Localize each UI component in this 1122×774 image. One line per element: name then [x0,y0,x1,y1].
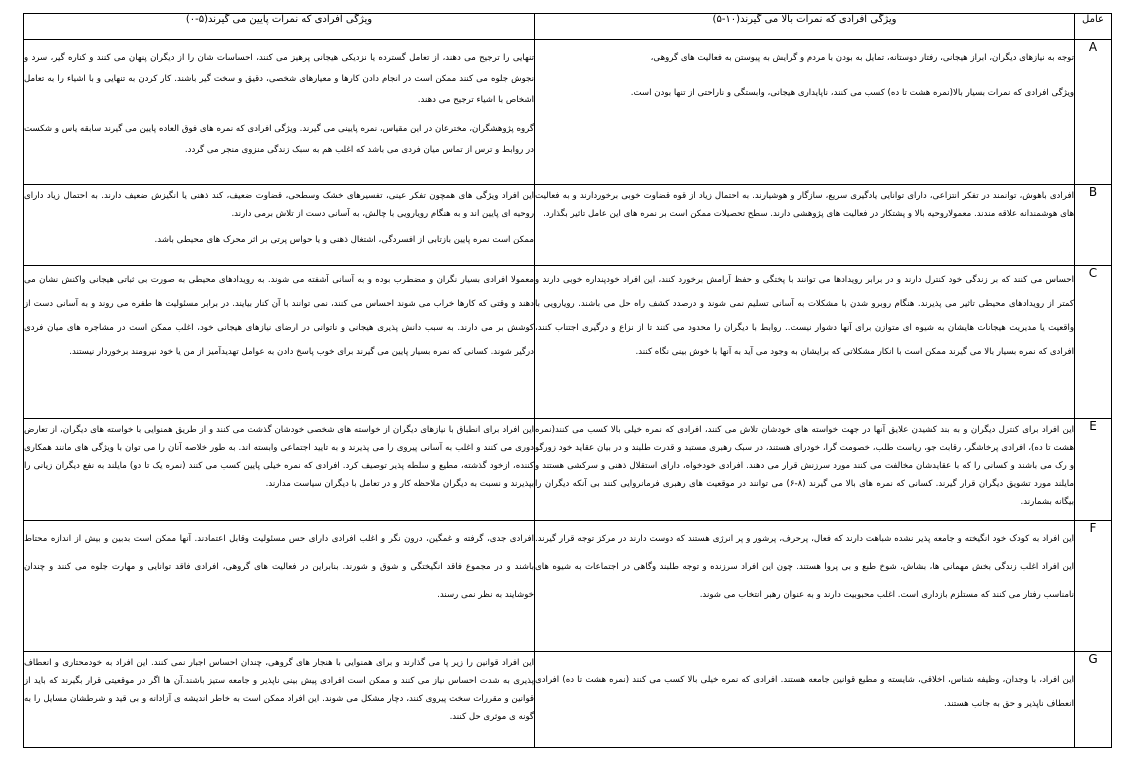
paragraph: این افراد به کودک خود انگیخته و جامعه پذیر نشده شباهت دارند که فعال، پرحرف، پرشور و پر انرژی هستند که دوست دارند در مرکز توجه قرار گیرند. این افراد اغلب زندگی بخش مهمانی ها، بشاش، شوخ طبع و بی پروا هستند. چون این افراد سرزنده و توجه طلبند وگاهی در اجتماعات به شیوه های نامناسب رفتار می کنند که مستلزم بازداری است. اغلب محبوبیت دارند و به عنوان رهبر انتخاب می شوند. [535,534,1074,600]
paragraph: افرادی باهوش، توانمند در تفکر انتزاعی، دارای توانایی یادگیری سریع، سازگار و هوشیارند. به احتمال زیاد از قوه قضاوت خوبی برخوردارند و به فعالیت های هوشمندانه علاقه مندند. معمولاروحیه بالا و پشتکار در فعالیت های پژوهشی دارند. سطح تحصیلات ممکن است بر نمره های این عامل تاثیر بگذارد. [535,191,1074,219]
high-score-description [535,185,1075,266]
low-score-description [24,185,535,266]
header-low-scores: ویژگی افرادی که نمرات پایین می گیرند(۵-۰) [24,14,535,40]
table-row [24,266,1112,419]
paragraph: توجه به نیازهای دیگران، ابراز هیجانی، رفتار دوستانه، تمایل به بودن با مردم و گرایش به پیوستن به فعالیت های گروهی، [650,53,1074,63]
table-row [24,652,1112,748]
high-score-description [535,521,1075,652]
factor-label: E [1075,419,1112,521]
header-high-scores: ویژگی افرادی که نمرات بالا می گیرند(۱۰-۵) [535,14,1075,40]
paragraph: تنهایی را ترجیح می دهند، از تعامل گسترده یا نزدیکی هیجانی پرهیز می کنند، احساسات شان را از دیگران پنهان می کنند و کناره گیر، سرد و نجوش جلوه می کنند ممکن است در انجام دادن کارها و معیارهای شخصی، دقیق و سخت گیر باشند. کار کردن به تنهایی و با اشیاء را به تعامل اشخاص با اشیاء ترجیح می دهند. [24,53,534,105]
paragraph: معمولا افرادی بسیار نگران و مضطرب بوده و به آسانی آشفته می شوند. به رویدادهای محیطی به صورت بی ثباتی هیجانی واکنش نشان می دهند و وقتی که کارها خراب می شوند احساس می کنند، نمی توانند با آن کنار بیایند. در برابر مسئولیت ها طفره می روند و به آسانی دست از کوشش بر می دارند. به سبب دانش پذیری هیجانی و ناتوانی در ارضای نیازهای هیجانی خود، اغلب ممکن است در مشاجره های میان فردی درگیر شوند. کسانی که نمره بسیار پایین می گیرند برای خوب پاسخ دادن به عوامل تهدیدآمیز از من یا خود نیرومند برخوردار نیستند. [24,275,534,357]
low-score-description [24,40,535,185]
table-row [24,40,1112,185]
paragraph: ویژگی افرادی که نمرات بسیار بالا(نمره هشت تا ده) کسب می کنند، ناپایداری هیجانی، وابستگی و ناراحتی از تنها بودن است. [630,88,1074,98]
factor-label: G [1075,652,1112,748]
header-factor: عامل [1075,14,1112,40]
low-score-description [24,419,535,521]
paragraph: این افراد برای انطباق با نیازهای دیگران از خواسته های شخصی خودشان گذشت می کنند و از طریق همنوایی با خواسته های دیگران، از تعارض دوری می کنند و اغلب به آسانی پیروی را می پذیرند و به تایید اجتماعی وابسته اند. به طور خلاصه آنان را می توان با ویژگی های مانند همکاری کننده، ازخود گذشته، مطیع و سلطه پذیر توصیف کرد. افرادی که نمره خیلی پایین کسب می کنند (نمره یک تا دو) مایلند به نفع دیگران زیانی را بپذیرند و نسبت به دیگران ملاحظه کار و در تعامل با دیگران سیاست مدارند. [24,425,534,489]
low-score-description [24,266,535,419]
paragraph: افرادی جدی، گرفته و غمگین، درون نگر و اغلب افرادی دارای حس مسئولیت وقابل اعتمادند. آنها ممکن است بدبین و بیش از اندازه محتاط باشند و در مجموع فاقد انگیختگی و شوق و شورند. بنابراین در فعالیت های گروهی، افرادی فاقد توانایی و مهارت جلوه می کنند و چندان خوشایند به نظر نمی رسند. [24,534,534,600]
high-score-description [535,652,1075,748]
paragraph: ممکن است نمره پایین بازتابی از افسردگی، اشتغال ذهنی و یا حواس پرتی بر اثر محرک های محیطی باشد. [154,235,534,245]
paragraph: این افراد، با وجدان، وظیفه شناس، اخلاقی، شایسته و مطیع قوانین جامعه هستند. افرادی که نمره خیلی بالا کسب می کنند (نمره هشت تا ده) افرادی انعطاف ناپذیر و حق به جانب هستند. [535,675,1074,709]
table-row [24,419,1112,521]
table-row [24,521,1112,652]
paragraph: این افراد قوانین را زیر پا می گذارند و برای همنوایی با هنجار های گروهی، چندان احساس اجبار نمی کنند. این افراد به خودمحتاری و انعطاف پذیری به شدت احساس نیاز می کنند و ممکن است افرادی پیش بینی ناپذیر و جامعه ستیز باشند.آن ها اگر در موقعیتی قرار بگیرند که باید از قوانین و مقررات سخت پیروی کنند، دچار مشکل می شوند. این افراد ممکن است به خاطر اندیشه ی آزادانه و بی قید و شرطشان مسایل را به گونه ی موثری حل کنند. [24,658,534,722]
factor-label: A [1075,40,1112,185]
personality-factor-table [23,13,1112,748]
factor-label: B [1075,185,1112,266]
paragraph: این افراد برای کنترل دیگران و به بند کشیدن علایق آنها در جهت خواسته های خودشان تلاش می کنند، افرادی که نمره خیلی بالا کسب می کنند(نمره هشت تا ده)، افرادی پرخاشگر، رقابت جو، ریاست طلب، خصومت گرا، خودرای هستند، در سبک رهبری مستبد و قدرت طلبند و در بیان عقاید خود زورگو و رک می باشند و کسانی را که با عقایدشان مخالفت می کنند مورد سرزنش قرار می دهند. افرادی خودخواه، دارای استقلال ذهنی و سرکشی هستند و مایلند مورد تشویق دیگران قرار گیرند. کسانی که نمره های بالا می گیرند (۸-۶) می توانند در موقعیت های رهبری فرمانروایی کنند بی آنکه دیگران را بیگانه بشمارند. [535,425,1074,507]
table-header-row [24,14,1112,40]
high-score-description [535,40,1075,185]
high-score-description [535,419,1075,521]
paragraph: احساس می کنند که بر زندگی خود کنترل دارند و در برابر رویدادها می توانند با پختگی و حفظ آرامش برخورد کنند، این افراد خودپنداره خوبی دارند و کمتر از رویدادهای محیطی تاثیر می پذیرند. هنگام روبرو شدن با مشکلات به آسانی تسلیم نمی شوند و درصدد کشف راه حل می باشند. رویارویی با واقعیت یا مدیریت هیجانات هایشان به شیوه ای متوازن برای آنها دشوار نیست.. روابط با دیگران را محدود می کنند تا از نزاع و درگیری اجتناب کنند، افرادی که نمره بسیار بالا می گیرند ممکن است با انکار مشکلاتی که برایشان به وجود می آید به آنها با خوش بینی نگاه کنند. [535,275,1074,357]
high-score-description [535,266,1075,419]
paragraph: گروه پژوهشگران، مخترعان در این مقیاس، نمره پایینی می گیرند. ویژگی افرادی که نمره های فوق العاده پایین می گیرند سابقه یاس و شکست در روابط و ترس از تماس میان فردی می باشد که اغلب هم به سبک زندگی منزوی منجر می گردد. [24,124,534,155]
low-score-description [24,652,535,748]
factor-label: C [1075,266,1112,419]
table-row [24,185,1112,266]
factor-label: F [1075,521,1112,652]
low-score-description [24,521,535,652]
paragraph: این افراد ویژگی های همچون تفکر عینی، تفسیرهای خشک وسطحی، قضاوت ضعیف، کند ذهنی یا انگیزش ضعیف دارند. به احتمال زیاد دارای روحیه ای پایین اند و به هنگام رویارویی با چالش، به آسانی دست از تلاش برمی دارند. [24,191,534,219]
